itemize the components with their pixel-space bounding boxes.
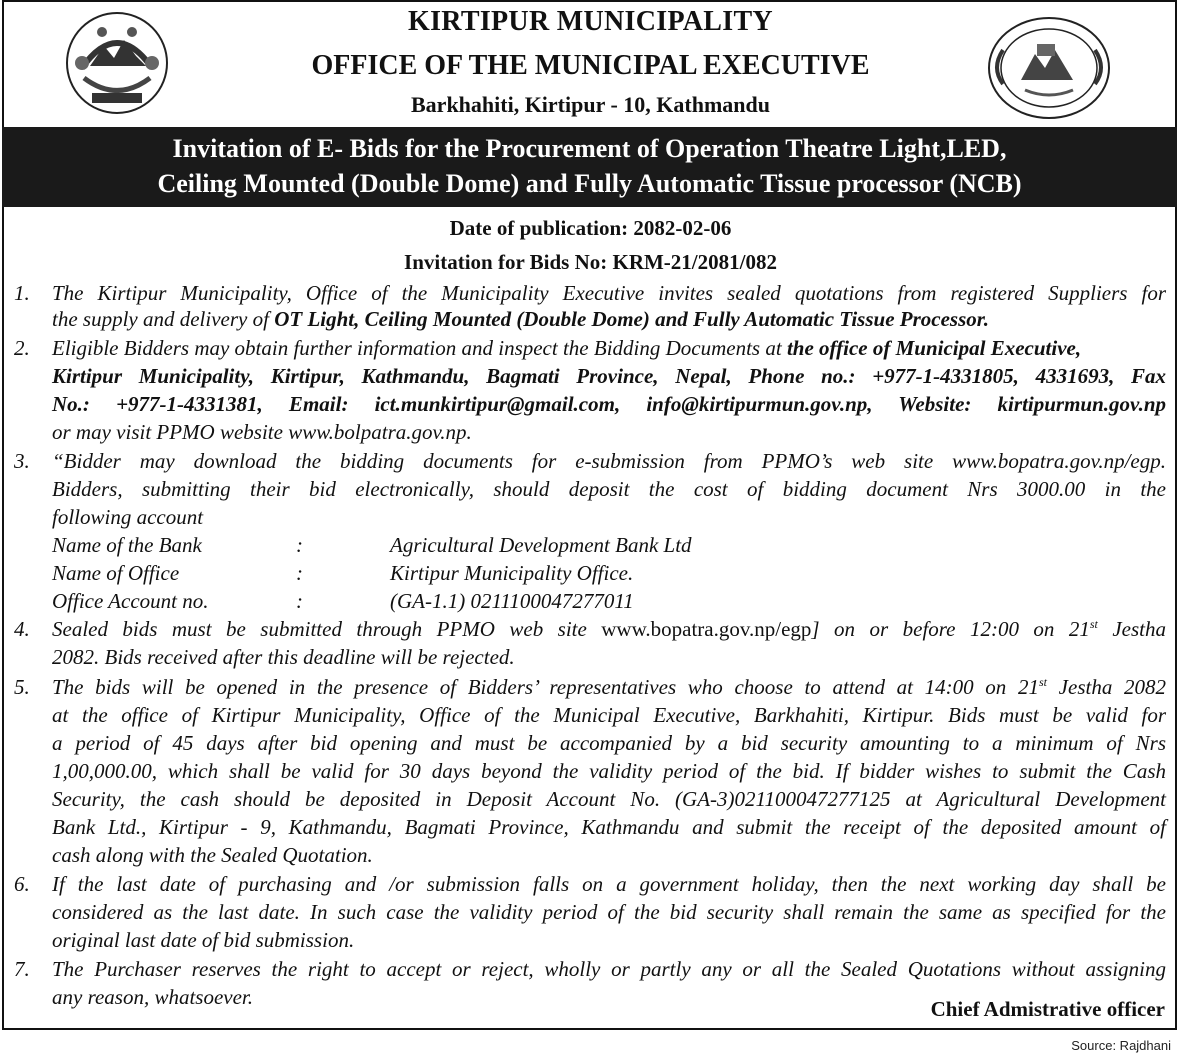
item-4-line (52, 617, 1166, 642)
item-5-line (52, 675, 1166, 700)
item-2-text: Eligible Bidders may obtain further information and inspect the Bidding Documents at (52, 336, 787, 360)
item-3-line: following account (52, 505, 204, 529)
ordinal-suffix: st (1089, 617, 1098, 631)
item-5-line: cash along with the Sealed Quotation. (52, 843, 373, 867)
item-number: 7. (14, 957, 30, 981)
account-label: Office Account no. (52, 589, 209, 613)
office-label: Name of Office (52, 561, 180, 585)
item-5-line: Security, the cash should be deposited in Deposit Account No. (GA-3)021100047277125 at Agricultural Development (52, 787, 1166, 811)
item-4-line: 2082. Bids received after this deadline will be rejected. (52, 645, 515, 669)
item-2-line: or may visit PPMO website www.bolpatra.gov.np. (52, 420, 472, 444)
office-value: Kirtipur Municipality Office. (390, 561, 634, 585)
account-value: (GA-1.1) 0211100047277011 (390, 589, 634, 613)
item-1-text: the supply and delivery of (52, 307, 275, 331)
title-line-1: Invitation of E- Bids for the Procurement of Operation Theatre Light,LED, (172, 134, 1007, 163)
item-2-line: Kirtipur Municipality, Kirtipur, Kathmandu, Bagmati Province, Nepal, Phone no.: +977-1-4331805, 4331693, Fax (52, 364, 1166, 388)
item-4-text: Sealed bids must be submitted through PPMO web site (52, 617, 602, 641)
bid-number: Invitation for Bids No: KRM-21/2081/082 (404, 250, 777, 274)
item-4-text: Jestha (1097, 617, 1166, 641)
item-2-line: No.: +977-1-4331381, Email: ict.munkirtipur@gmail.com, info@kirtipurmun.gov.np, Website: kirtipurmun.gov.np (52, 392, 1166, 416)
item-5-text: Jestha 2082 (1047, 675, 1166, 699)
item-5-line: at the office of Kirtipur Municipality, Office of the Municipal Executive, Barkhahiti, Kirtipur. Bids must be valid for (52, 703, 1166, 727)
item-number: 1. (14, 281, 30, 305)
item-6-line: If the last date of purchasing and /or submission falls on a government holiday, then the next working day shall be (52, 872, 1166, 896)
office-address: Barkhahiti, Kirtipur - 10, Kathmandu (411, 92, 770, 117)
office-name: OFFICE OF THE MUNICIPAL EXECUTIVE (311, 50, 870, 81)
item-2-line (52, 336, 1081, 361)
signatory-title: Chief Admistrative officer (930, 997, 1165, 1021)
item-7-line: any reason, whatsoever. (52, 985, 254, 1009)
item-5-line: a period of 45 days after bid opening and must be accompanied by a bid security amounting to a minimum of Nrs (52, 731, 1166, 755)
publication-date: Date of publication: 2082-02-06 (449, 216, 732, 240)
title-line-2: Ceiling Mounted (Double Dome) and Fully Automatic Tissue processor (NCB) (157, 169, 1022, 198)
item-number: 2. (14, 336, 30, 360)
item-5-text: The bids will be opened in the presence of Bidders’ representatives who choose to attend at 14:00 on 21 (52, 675, 1039, 699)
item-number: 6. (14, 872, 30, 896)
source-credit: Source: Rajdhani (1071, 1038, 1171, 1053)
item-6-line: considered as the last date. In such case the validity period of the bid security shall remain the same as specified for the (52, 900, 1166, 924)
item-1-line (52, 307, 989, 332)
item-5-line: 1,00,000.00, which shall be valid for 30 days beyond the validity period of the bid. If bidder wishes to submit the Cash (52, 759, 1166, 783)
bank-label: Name of the Bank (52, 533, 202, 557)
item-1-line: The Kirtipur Municipality, Office of the Municipality Executive invites sealed quotations from registered Suppliers for (52, 281, 1166, 305)
item-4-text: ] on or before 12:00 on 21 (811, 617, 1090, 641)
item-1-goods: OT Light, Ceiling Mounted (Double Dome) and Fully Automatic Tissue Processor. (274, 307, 990, 331)
item-number: 5. (14, 675, 30, 699)
item-6-line: original last date of bid submission. (52, 928, 355, 952)
municipality-name: KIRTIPUR MUNICIPALITY (408, 6, 773, 37)
title-banner (2, 127, 1177, 207)
ppmo-url: www.bopatra.gov.np/egp (601, 617, 812, 641)
item-5-line: Bank Ltd., Kirtipur - 9, Kathmandu, Bagmati Province, Kathmandu and submit the receipt of the deposited amount of (52, 815, 1166, 839)
colon: : (296, 589, 303, 613)
bank-value: Agricultural Development Bank Ltd (390, 533, 692, 557)
ordinal-suffix: st (1038, 675, 1047, 689)
colon: : (296, 561, 303, 585)
colon: : (296, 533, 303, 557)
item-number: 4. (14, 617, 30, 641)
item-2-office: the office of Municipal Executive, (786, 336, 1082, 360)
item-3-line: “Bidder may download the bidding documents for e-submission from PPMO’s web site www.bopatra.gov.np/egp. (52, 449, 1166, 473)
item-3-line: Bidders, submitting their bid electronically, should deposit the cost of bidding document Nrs 3000.00 in the (52, 477, 1166, 501)
item-number: 3. (14, 449, 30, 473)
item-7-line: The Purchaser reserves the right to accept or reject, wholly or partly any or all the Sealed Quotations without assigning (52, 957, 1166, 981)
